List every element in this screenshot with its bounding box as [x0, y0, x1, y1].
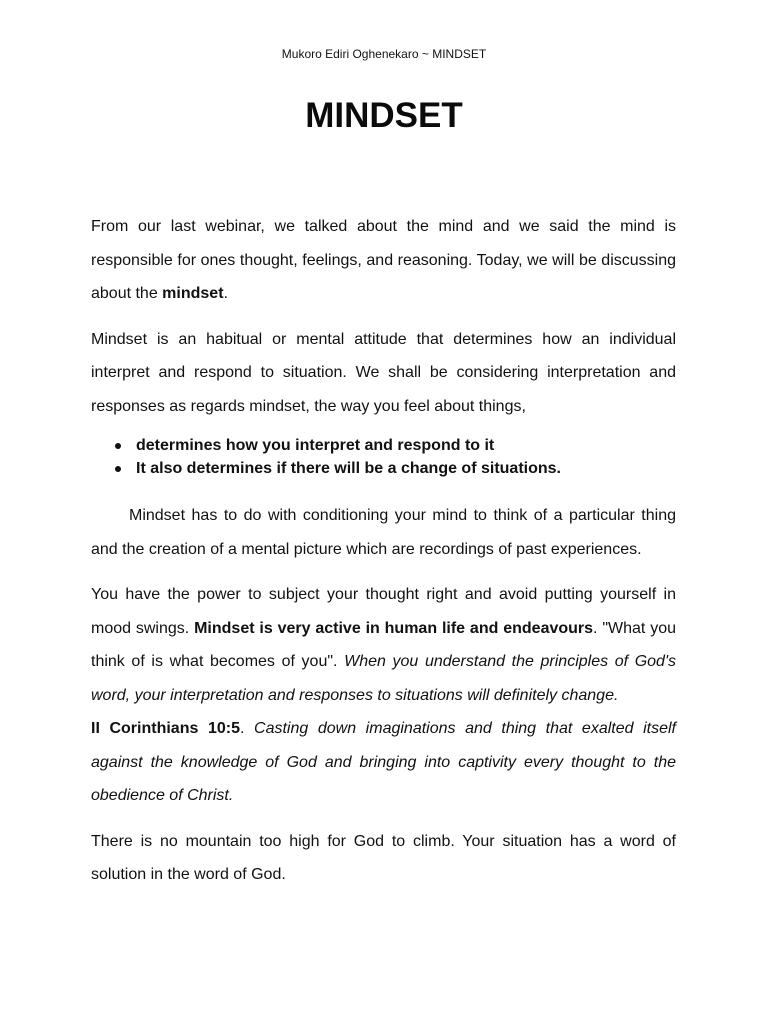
mindset-bold-word: mindset [162, 285, 224, 302]
paragraph-definition: Mindset is an habitual or mental attitude that determines how an individual interpret and respond to situation. We shall be considering interpretation and responses as regards mindset, the way you feel about things, [91, 330, 676, 415]
bullet-icon [115, 443, 121, 449]
paragraph-power [91, 578, 676, 712]
paragraph-power-quote: . "What you think of is what becomes of you". [91, 619, 677, 670]
bullet-icon [115, 466, 121, 472]
paragraph-power-italic: When you understand the principles of God's word, your interpretation and responses to situations will definitely change. [91, 653, 677, 704]
paragraph-intro-text: From our last webinar, we talked about the mind and we said the mind is responsible for ones thought, feelings, and reasoning. Today, we will be discussing about the [91, 218, 676, 302]
paragraph-power-text: You have the power to subject your thought right and avoid putting yourself in mood swings. [91, 586, 676, 637]
page-title: MINDSET [305, 96, 463, 135]
list-item [91, 435, 676, 458]
paragraph-closing: There is no mountain too high for God to climb. Your situation has a word of solution in the word of God. [91, 832, 676, 883]
paragraph-intro-end: . [223, 285, 228, 302]
paragraph-scripture [91, 712, 676, 813]
scripture-quote: Casting down imaginations and thing that exalted itself against the knowledge of God and bringing into captivity every thought to the obedience of Christ. [91, 720, 677, 804]
paragraph-power-bold: Mindset is very active in human life and endeavours [194, 619, 594, 637]
running-header: Mukoro Ediri Oghenekaro ~ MINDSET [281, 47, 487, 61]
document-body [91, 210, 676, 892]
bullet-list [91, 435, 676, 480]
scripture-reference: II Corinthians 10:5 [91, 720, 240, 737]
paragraph-intro [91, 210, 676, 311]
list-item [91, 458, 676, 481]
list-item-text: determines how you interpret and respond to it [136, 437, 495, 454]
scripture-separator: . [239, 720, 255, 737]
paragraph-conditioning: Mindset has to do with conditioning your mind to think of a particular thing and the creation of a mental picture which are recordings of past experiences. [91, 507, 676, 558]
list-item-text: It also determines if there will be a change of situations. [136, 459, 561, 477]
